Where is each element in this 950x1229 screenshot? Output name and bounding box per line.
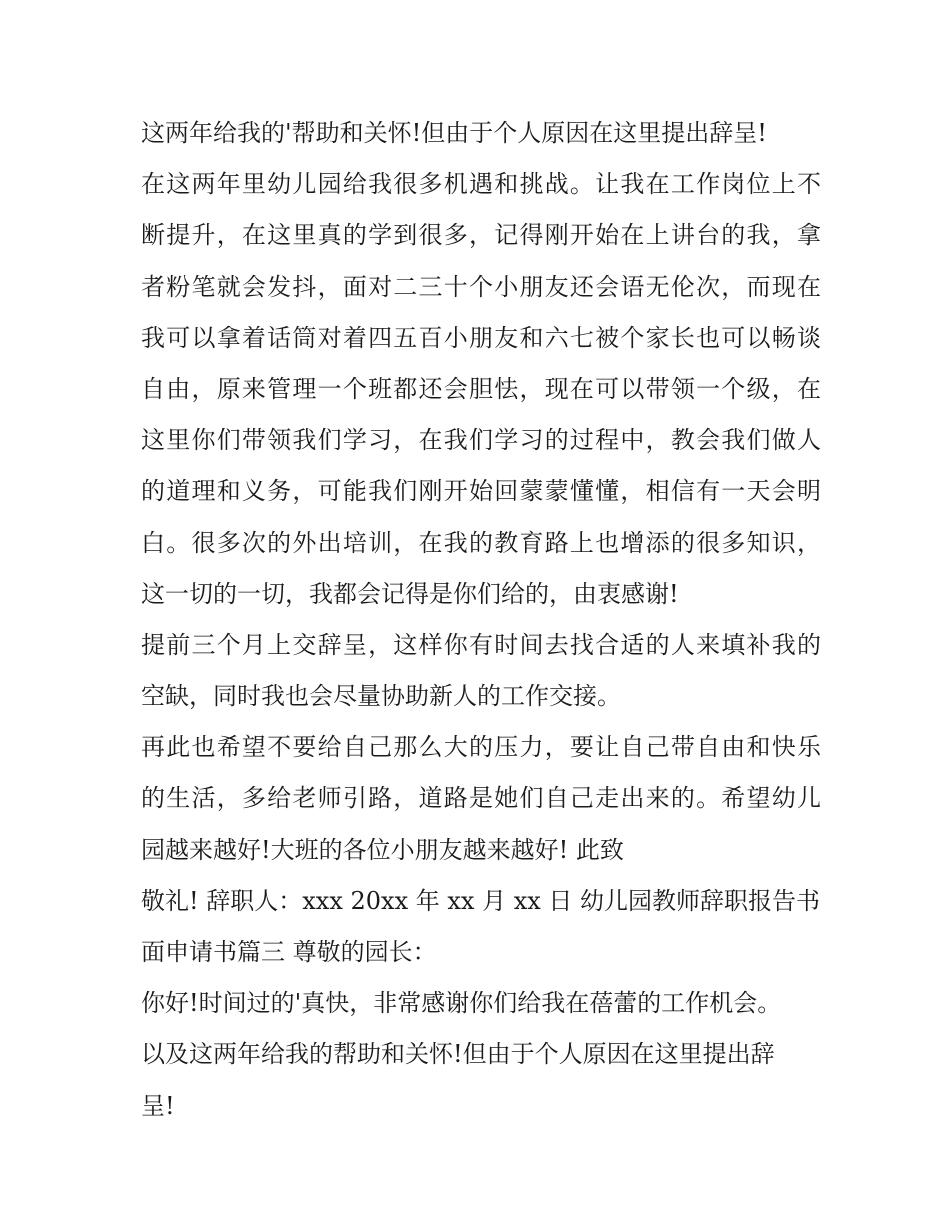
text-line: 面申请书篇三 尊敬的园长： xyxy=(141,938,437,966)
text-line: 以及这两年给我的帮助和关怀!但由于个人原因在这里提出辞 xyxy=(141,1040,775,1069)
text-line: 这里你们带领我们学习，在我们学习的过程中，教会我们做人 xyxy=(141,426,821,455)
text-line: 呈! xyxy=(141,1091,175,1120)
text-line: 你好!时间过的'真快，非常感谢你们给我在蓓蕾的工作机会。 xyxy=(141,989,782,1018)
text-line: 提前三个月上交辞呈，这样你有时间去找合适的人来填补我的 xyxy=(141,630,821,659)
text-line: 自由，原来管理一个班都还会胆怯，现在可以带领一个级，在 xyxy=(141,374,821,403)
text-line: 我可以拿着话筒对着四五百小朋友和六七被个家长也可以畅谈 xyxy=(141,323,821,352)
text-line: 空缺，同时我也会尽量协助新人的工作交接。 xyxy=(141,682,621,711)
text-line: 这一切的一切，我都会记得是你们给的，由衷感谢! xyxy=(141,579,679,608)
text-line: 白。很多次的外出培训，在我的教育路上也增添的很多知识， xyxy=(141,528,821,557)
document-body xyxy=(141,108,821,1132)
text-line: 者粉笔就会发抖，面对二三十个小朋友还会语无伦次，而现在 xyxy=(141,272,821,301)
text-line: 的生活，多给老师引路，道路是她们自己走出来的。希望幼儿 xyxy=(141,784,821,813)
text-line: 的道理和义务，可能我们刚开始回蒙蒙懂懂，相信有一天会明 xyxy=(141,477,821,506)
text-line: 这两年给我的'帮助和关怀!但由于个人原因在这里提出辞呈! xyxy=(141,119,767,147)
text-line: 敬礼! 辞职人：xxx 20xx 年 xx 月 xx 日 幼儿园教师辞职报告书 xyxy=(141,886,821,915)
text-line: 园越来越好!大班的各位小朋友越来越好! 此致 xyxy=(141,835,624,864)
text-line: 在这两年里幼儿园给我很多机遇和挑战。让我在工作岗位上不 xyxy=(141,170,821,199)
text-line: 断提升，在这里真的学到很多，记得刚开始在上讲台的我，拿 xyxy=(141,221,821,250)
text-line: 再此也希望不要给自己那么大的压力，要让自己带自由和快乐 xyxy=(141,733,821,762)
